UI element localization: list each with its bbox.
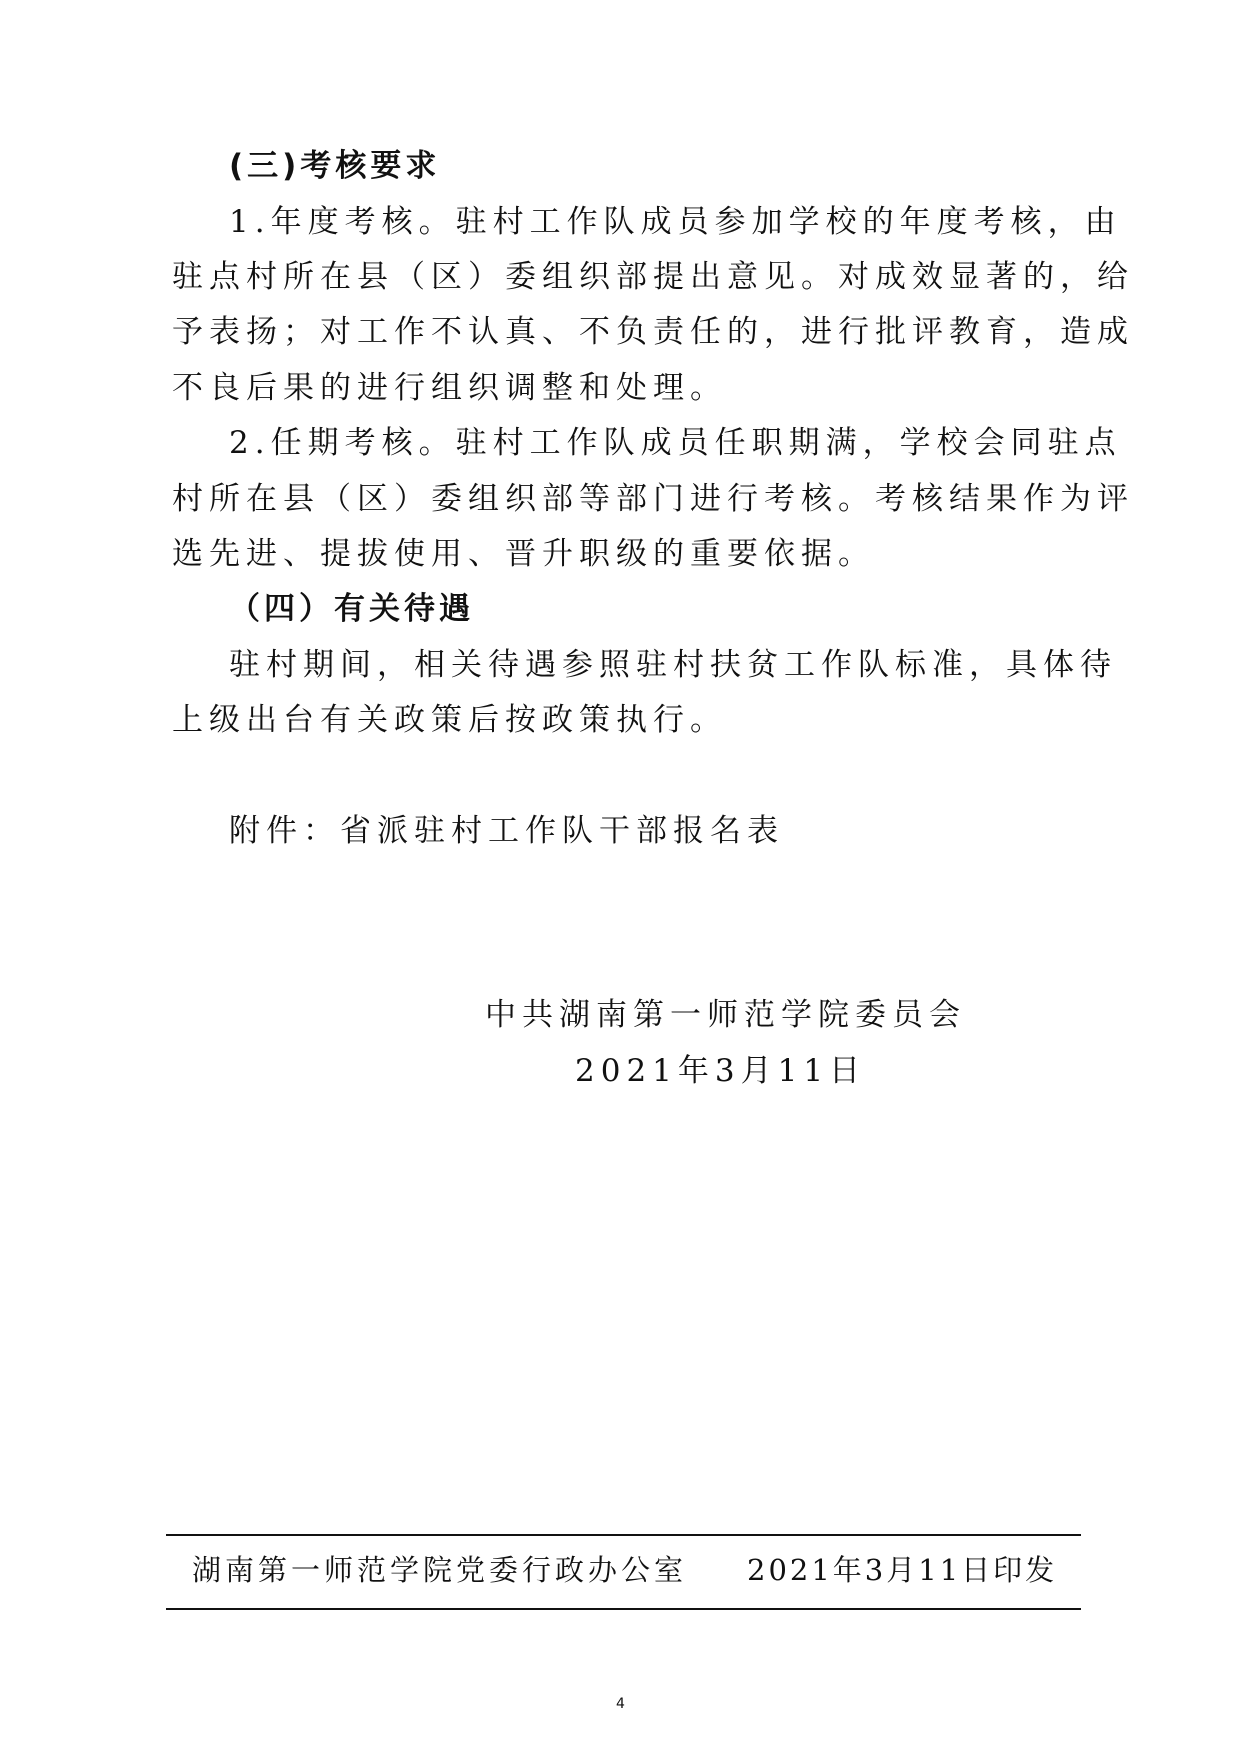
section-heading-benefits: （四）有关待遇 bbox=[229, 591, 474, 627]
paragraph-line: 2.任期考核。驻村工作队成员任职期满，学校会同驻点 bbox=[229, 425, 1122, 461]
paragraph-line: 村所在县（区）委组织部等部门进行考核。考核结果作为评 bbox=[172, 481, 1134, 517]
paragraph-line: 1.年度考核。驻村工作队成员参加学校的年度考核，由 bbox=[229, 204, 1122, 240]
attachment-note: 附件：省派驻村工作队干部报名表 bbox=[229, 813, 784, 849]
signature-date: 2021年3月11日 bbox=[575, 1053, 867, 1089]
signature-organization: 中共湖南第一师范学院委员会 bbox=[485, 997, 966, 1033]
footer-issuer: 湖南第一师范学院党委行政办公室 bbox=[192, 1553, 688, 1587]
footer-bottom-rule bbox=[166, 1608, 1081, 1610]
page-number: 4 bbox=[616, 1696, 625, 1712]
footer-top-rule bbox=[166, 1534, 1081, 1536]
paragraph-line: 不良后果的进行组织调整和处理。 bbox=[172, 370, 727, 406]
footer-issue-date: 2021年3月11日印发 bbox=[747, 1553, 1058, 1587]
section-heading-assessment: (三)考核要求 bbox=[229, 148, 441, 184]
paragraph-line: 予表扬；对工作不认真、不负责任的，进行批评教育，造成 bbox=[172, 314, 1134, 350]
paragraph-line: 上级出台有关政策后按政策执行。 bbox=[172, 702, 727, 738]
paragraph-line: 驻点村所在县（区）委组织部提出意见。对成效显著的，给 bbox=[172, 259, 1134, 295]
paragraph-line: 选先进、提拔使用、晋升职级的重要依据。 bbox=[172, 536, 875, 572]
paragraph-line: 驻村期间，相关待遇参照驻村扶贫工作队标准，具体待 bbox=[229, 647, 1117, 683]
